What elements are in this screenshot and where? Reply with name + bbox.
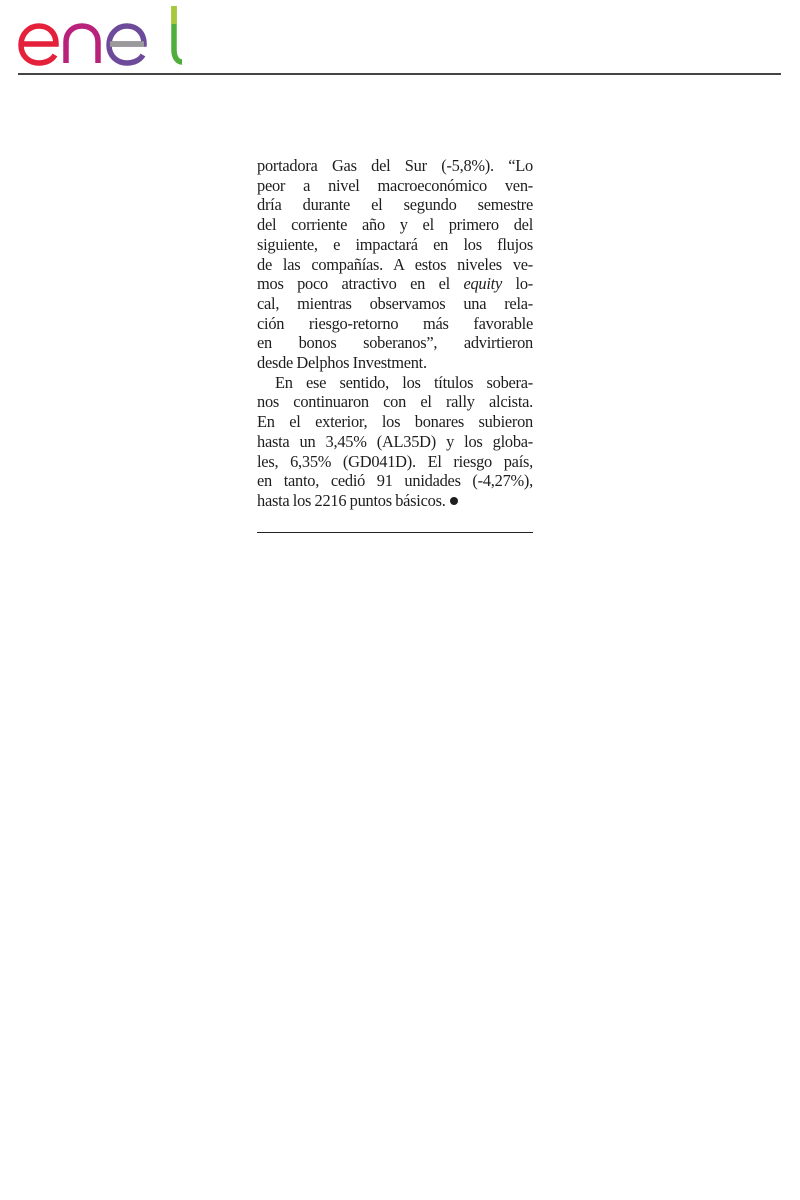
article-paragraph-2 [257, 373, 533, 511]
text-line: nos continuaron con el rally alcista. [257, 392, 533, 412]
header-divider [18, 73, 781, 75]
text-line: de las compañías. A estos niveles ve- [257, 254, 533, 274]
text-line: desde Delphos Investment. [257, 353, 427, 373]
text-line: ción riesgo-retorno más favorable [257, 313, 533, 333]
news-clipping [257, 156, 533, 536]
text-line: cal, mientras observamos una rela- [257, 293, 533, 313]
text-line: En ese sentido, los títulos sobera- [275, 372, 533, 392]
end-of-article-bullet-icon [450, 497, 458, 505]
text-line: siguiente, e impactará en los flujos [257, 234, 533, 254]
text-line: en tanto, cedió 91 unidades (-4,27%), [257, 471, 533, 491]
text-fragment: lo- [502, 274, 533, 294]
text-line: dría durante el segundo semestre [257, 195, 533, 215]
article-paragraph-1 [257, 156, 533, 373]
article-body [257, 156, 533, 511]
text-line: hasta un 3,45% (AL35D) y los globa- [257, 431, 533, 451]
clipping-bottom-rule [257, 532, 533, 533]
page-header [0, 0, 800, 76]
text-line: portadora Gas del Sur (-5,8%). “Lo [257, 156, 533, 175]
enel-logo [16, 4, 182, 68]
text-line: del corriente año y el primero del [257, 215, 533, 235]
text-fragment: hasta los 2216 puntos básicos. [257, 490, 446, 510]
text-line: en bonos soberanos”, advirtieron [257, 333, 533, 353]
text-line-final [257, 491, 533, 511]
text-fragment: mos poco atractivo en el [257, 274, 464, 294]
italic-word: equity [463, 274, 503, 294]
text-line: En el exterior, los bonares subieron [257, 412, 533, 432]
text-line: les, 6,35% (GD041D). El riesgo país, [257, 451, 533, 471]
text-line: peor a nivel macroeconómico ven- [257, 175, 533, 195]
text-line-with-italic [257, 274, 533, 294]
